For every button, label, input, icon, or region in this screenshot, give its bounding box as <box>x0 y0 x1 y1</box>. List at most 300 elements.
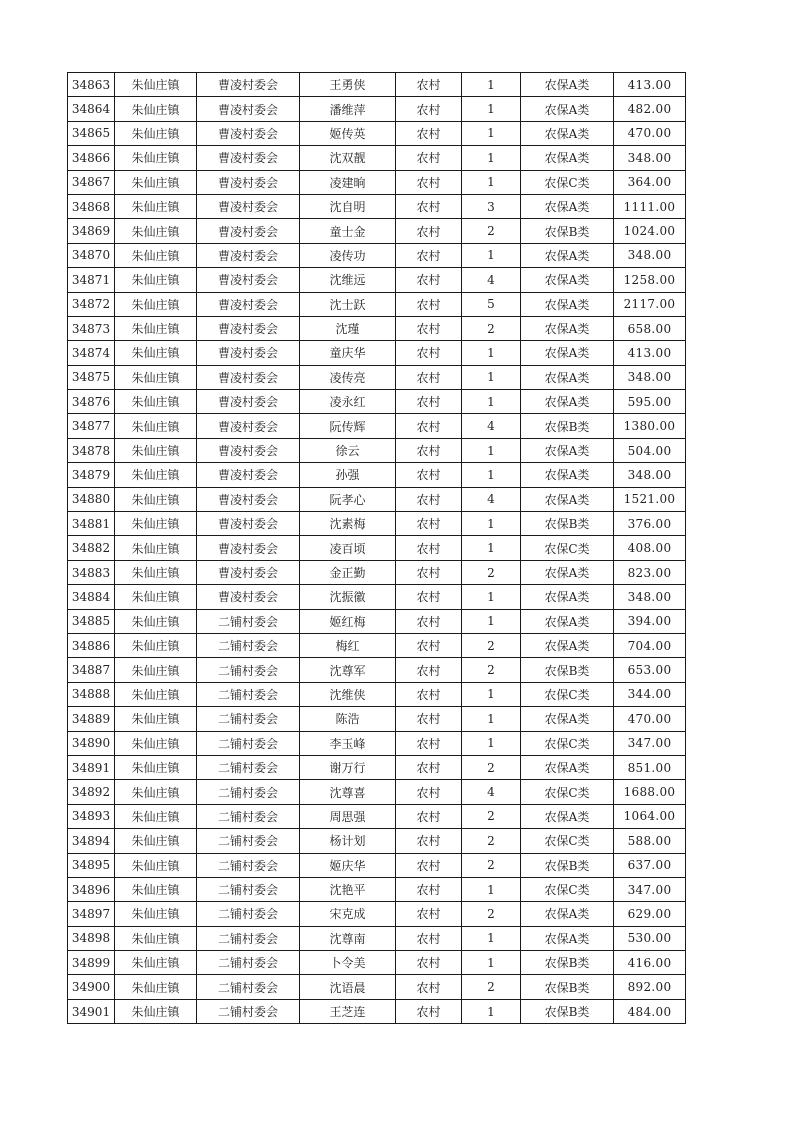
name-cell: 凌建晌 <box>300 170 396 194</box>
row-id-cell: 34900 <box>68 975 115 999</box>
area-type-cell: 农村 <box>396 194 462 218</box>
name-cell: 沈振徽 <box>300 585 396 609</box>
village-committee-cell: 二铺村委会 <box>197 804 300 828</box>
name-cell: 周思强 <box>300 804 396 828</box>
village-committee-cell: 曹凌村委会 <box>197 585 300 609</box>
town-cell: 朱仙庄镇 <box>115 463 197 487</box>
amount-cell: 484.00 <box>614 999 686 1023</box>
table-row <box>68 243 686 267</box>
row-id-cell: 34896 <box>68 877 115 901</box>
name-cell: 阮孝心 <box>300 487 396 511</box>
row-id-cell: 34890 <box>68 731 115 755</box>
table-row <box>68 536 686 560</box>
town-cell: 朱仙庄镇 <box>115 97 197 121</box>
amount-cell: 658.00 <box>614 316 686 340</box>
amount-cell: 470.00 <box>614 707 686 731</box>
insurance-class-cell: 农保A类 <box>521 243 614 267</box>
town-cell: 朱仙庄镇 <box>115 877 197 901</box>
amount-cell: 530.00 <box>614 926 686 950</box>
insurance-class-cell: 农保B类 <box>521 975 614 999</box>
town-cell: 朱仙庄镇 <box>115 121 197 145</box>
area-type-cell: 农村 <box>396 951 462 975</box>
household-size-cell: 1 <box>462 365 521 389</box>
name-cell: 沈尊喜 <box>300 780 396 804</box>
name-cell: 金正勤 <box>300 560 396 584</box>
household-size-cell: 1 <box>462 121 521 145</box>
insurance-class-cell: 农保C类 <box>521 877 614 901</box>
row-id-cell: 34876 <box>68 390 115 414</box>
area-type-cell: 农村 <box>396 999 462 1023</box>
table-row <box>68 731 686 755</box>
row-id-cell: 34877 <box>68 414 115 438</box>
row-id-cell: 34871 <box>68 268 115 292</box>
town-cell: 朱仙庄镇 <box>115 560 197 584</box>
household-size-cell: 1 <box>462 707 521 731</box>
household-size-cell: 2 <box>462 316 521 340</box>
area-type-cell: 农村 <box>396 731 462 755</box>
table-row <box>68 438 686 462</box>
amount-cell: 348.00 <box>614 585 686 609</box>
amount-cell: 470.00 <box>614 121 686 145</box>
row-id-cell: 34875 <box>68 365 115 389</box>
row-id-cell: 34874 <box>68 341 115 365</box>
row-id-cell: 34889 <box>68 707 115 731</box>
insurance-class-cell: 农保A类 <box>521 146 614 170</box>
amount-cell: 348.00 <box>614 463 686 487</box>
table-row <box>68 341 686 365</box>
insurance-class-cell: 农保A类 <box>521 585 614 609</box>
insurance-class-cell: 农保C类 <box>521 780 614 804</box>
insurance-class-cell: 农保A类 <box>521 804 614 828</box>
table-row <box>68 560 686 584</box>
insurance-class-cell: 农保A类 <box>521 365 614 389</box>
village-committee-cell: 二铺村委会 <box>197 877 300 901</box>
area-type-cell: 农村 <box>396 390 462 414</box>
household-size-cell: 2 <box>462 804 521 828</box>
table-row <box>68 609 686 633</box>
area-type-cell: 农村 <box>396 316 462 340</box>
village-committee-cell: 二铺村委会 <box>197 633 300 657</box>
area-type-cell: 农村 <box>396 585 462 609</box>
insurance-class-cell: 农保B类 <box>521 219 614 243</box>
name-cell: 谢万行 <box>300 755 396 779</box>
name-cell: 梅红 <box>300 633 396 657</box>
village-committee-cell: 曹凌村委会 <box>197 219 300 243</box>
town-cell: 朱仙庄镇 <box>115 512 197 536</box>
town-cell: 朱仙庄镇 <box>115 146 197 170</box>
household-size-cell: 1 <box>462 512 521 536</box>
name-cell: 沈维侠 <box>300 682 396 706</box>
town-cell: 朱仙庄镇 <box>115 341 197 365</box>
row-id-cell: 34884 <box>68 585 115 609</box>
row-id-cell: 34879 <box>68 463 115 487</box>
area-type-cell: 农村 <box>396 853 462 877</box>
town-cell: 朱仙庄镇 <box>115 487 197 511</box>
village-committee-cell: 曹凌村委会 <box>197 170 300 194</box>
town-cell: 朱仙庄镇 <box>115 829 197 853</box>
village-committee-cell: 二铺村委会 <box>197 999 300 1023</box>
name-cell: 沈尊南 <box>300 926 396 950</box>
town-cell: 朱仙庄镇 <box>115 316 197 340</box>
amount-cell: 629.00 <box>614 902 686 926</box>
village-committee-cell: 曹凌村委会 <box>197 97 300 121</box>
data-table <box>67 72 686 1024</box>
row-id-cell: 34898 <box>68 926 115 950</box>
insurance-class-cell: 农保A类 <box>521 390 614 414</box>
insurance-class-cell: 农保B类 <box>521 853 614 877</box>
insurance-class-cell: 农保C类 <box>521 682 614 706</box>
name-cell: 宋克成 <box>300 902 396 926</box>
town-cell: 朱仙庄镇 <box>115 414 197 438</box>
area-type-cell: 农村 <box>396 560 462 584</box>
insurance-class-cell: 农保A类 <box>521 707 614 731</box>
village-committee-cell: 曹凌村委会 <box>197 414 300 438</box>
area-type-cell: 农村 <box>396 292 462 316</box>
insurance-class-cell: 农保C类 <box>521 829 614 853</box>
name-cell: 陈浩 <box>300 707 396 731</box>
amount-cell: 344.00 <box>614 682 686 706</box>
table-row <box>68 414 686 438</box>
insurance-class-cell: 农保A类 <box>521 609 614 633</box>
name-cell: 沈尊军 <box>300 658 396 682</box>
village-committee-cell: 二铺村委会 <box>197 975 300 999</box>
village-committee-cell: 二铺村委会 <box>197 609 300 633</box>
insurance-class-cell: 农保A类 <box>521 902 614 926</box>
area-type-cell: 农村 <box>396 780 462 804</box>
household-size-cell: 1 <box>462 341 521 365</box>
household-size-cell: 1 <box>462 731 521 755</box>
village-committee-cell: 二铺村委会 <box>197 755 300 779</box>
table-row <box>68 780 686 804</box>
table-row <box>68 853 686 877</box>
amount-cell: 588.00 <box>614 829 686 853</box>
amount-cell: 1688.00 <box>614 780 686 804</box>
table-row <box>68 170 686 194</box>
village-committee-cell: 曹凌村委会 <box>197 243 300 267</box>
household-size-cell: 1 <box>462 170 521 194</box>
amount-cell: 394.00 <box>614 609 686 633</box>
name-cell: 王勇侠 <box>300 73 396 97</box>
town-cell: 朱仙庄镇 <box>115 243 197 267</box>
town-cell: 朱仙庄镇 <box>115 707 197 731</box>
household-size-cell: 1 <box>462 146 521 170</box>
amount-cell: 347.00 <box>614 731 686 755</box>
village-committee-cell: 二铺村委会 <box>197 853 300 877</box>
row-id-cell: 34892 <box>68 780 115 804</box>
name-cell: 姬红梅 <box>300 609 396 633</box>
name-cell: 童庆华 <box>300 341 396 365</box>
row-id-cell: 34865 <box>68 121 115 145</box>
amount-cell: 595.00 <box>614 390 686 414</box>
row-id-cell: 34891 <box>68 755 115 779</box>
area-type-cell: 农村 <box>396 146 462 170</box>
household-size-cell: 1 <box>462 438 521 462</box>
table-row <box>68 755 686 779</box>
town-cell: 朱仙庄镇 <box>115 73 197 97</box>
row-id-cell: 34887 <box>68 658 115 682</box>
table-row <box>68 707 686 731</box>
row-id-cell: 34867 <box>68 170 115 194</box>
household-size-cell: 1 <box>462 926 521 950</box>
town-cell: 朱仙庄镇 <box>115 219 197 243</box>
name-cell: 沈维远 <box>300 268 396 292</box>
row-id-cell: 34868 <box>68 194 115 218</box>
amount-cell: 2117.00 <box>614 292 686 316</box>
household-size-cell: 1 <box>462 585 521 609</box>
table-row <box>68 512 686 536</box>
table-row <box>68 975 686 999</box>
amount-cell: 637.00 <box>614 853 686 877</box>
row-id-cell: 34878 <box>68 438 115 462</box>
insurance-class-cell: 农保A类 <box>521 97 614 121</box>
row-id-cell: 34885 <box>68 609 115 633</box>
area-type-cell: 农村 <box>396 536 462 560</box>
town-cell: 朱仙庄镇 <box>115 365 197 389</box>
amount-cell: 348.00 <box>614 365 686 389</box>
insurance-class-cell: 农保A类 <box>521 121 614 145</box>
name-cell: 沈瑾 <box>300 316 396 340</box>
area-type-cell: 农村 <box>396 975 462 999</box>
table-row <box>68 633 686 657</box>
name-cell: 阮传辉 <box>300 414 396 438</box>
village-committee-cell: 曹凌村委会 <box>197 73 300 97</box>
table-row <box>68 146 686 170</box>
amount-cell: 1024.00 <box>614 219 686 243</box>
name-cell: 沈双靓 <box>300 146 396 170</box>
name-cell: 凌百顷 <box>300 536 396 560</box>
town-cell: 朱仙庄镇 <box>115 438 197 462</box>
village-committee-cell: 二铺村委会 <box>197 682 300 706</box>
area-type-cell: 农村 <box>396 877 462 901</box>
name-cell: 凌传亮 <box>300 365 396 389</box>
village-committee-cell: 曹凌村委会 <box>197 390 300 414</box>
village-committee-cell: 曹凌村委会 <box>197 121 300 145</box>
town-cell: 朱仙庄镇 <box>115 804 197 828</box>
amount-cell: 892.00 <box>614 975 686 999</box>
amount-cell: 1258.00 <box>614 268 686 292</box>
table-row <box>68 463 686 487</box>
village-committee-cell: 曹凌村委会 <box>197 536 300 560</box>
amount-cell: 851.00 <box>614 755 686 779</box>
amount-cell: 482.00 <box>614 97 686 121</box>
table-row <box>68 804 686 828</box>
insurance-class-cell: 农保A类 <box>521 194 614 218</box>
amount-cell: 1380.00 <box>614 414 686 438</box>
insurance-class-cell: 农保A类 <box>521 438 614 462</box>
amount-cell: 413.00 <box>614 73 686 97</box>
village-committee-cell: 二铺村委会 <box>197 829 300 853</box>
village-committee-cell: 曹凌村委会 <box>197 512 300 536</box>
household-size-cell: 2 <box>462 755 521 779</box>
town-cell: 朱仙庄镇 <box>115 999 197 1023</box>
row-id-cell: 34886 <box>68 633 115 657</box>
amount-cell: 348.00 <box>614 243 686 267</box>
amount-cell: 1521.00 <box>614 487 686 511</box>
area-type-cell: 农村 <box>396 829 462 853</box>
town-cell: 朱仙庄镇 <box>115 194 197 218</box>
area-type-cell: 农村 <box>396 755 462 779</box>
table-row <box>68 487 686 511</box>
name-cell: 杨计划 <box>300 829 396 853</box>
name-cell: 童士金 <box>300 219 396 243</box>
area-type-cell: 农村 <box>396 463 462 487</box>
row-id-cell: 34897 <box>68 902 115 926</box>
household-size-cell: 3 <box>462 194 521 218</box>
name-cell: 沈素梅 <box>300 512 396 536</box>
village-committee-cell: 曹凌村委会 <box>197 292 300 316</box>
village-committee-cell: 二铺村委会 <box>197 731 300 755</box>
row-id-cell: 34870 <box>68 243 115 267</box>
table-row <box>68 73 686 97</box>
row-id-cell: 34899 <box>68 951 115 975</box>
town-cell: 朱仙庄镇 <box>115 975 197 999</box>
area-type-cell: 农村 <box>396 487 462 511</box>
town-cell: 朱仙庄镇 <box>115 926 197 950</box>
area-type-cell: 农村 <box>396 414 462 438</box>
table-row <box>68 268 686 292</box>
town-cell: 朱仙庄镇 <box>115 585 197 609</box>
name-cell: 潘维萍 <box>300 97 396 121</box>
row-id-cell: 34880 <box>68 487 115 511</box>
village-committee-cell: 曹凌村委会 <box>197 438 300 462</box>
row-id-cell: 34888 <box>68 682 115 706</box>
name-cell: 李玉峰 <box>300 731 396 755</box>
insurance-class-cell: 农保A类 <box>521 463 614 487</box>
table-row <box>68 902 686 926</box>
area-type-cell: 农村 <box>396 633 462 657</box>
town-cell: 朱仙庄镇 <box>115 609 197 633</box>
amount-cell: 1111.00 <box>614 194 686 218</box>
area-type-cell: 农村 <box>396 682 462 706</box>
household-size-cell: 4 <box>462 780 521 804</box>
village-committee-cell: 曹凌村委会 <box>197 316 300 340</box>
amount-cell: 364.00 <box>614 170 686 194</box>
insurance-class-cell: 农保A类 <box>521 316 614 340</box>
village-committee-cell: 曹凌村委会 <box>197 194 300 218</box>
name-cell: 卜令美 <box>300 951 396 975</box>
insurance-class-cell: 农保C类 <box>521 731 614 755</box>
household-size-cell: 4 <box>462 268 521 292</box>
name-cell: 姬传英 <box>300 121 396 145</box>
table-row <box>68 829 686 853</box>
insurance-class-cell: 农保A类 <box>521 341 614 365</box>
household-size-cell: 1 <box>462 951 521 975</box>
name-cell: 孙强 <box>300 463 396 487</box>
table-row <box>68 219 686 243</box>
town-cell: 朱仙庄镇 <box>115 633 197 657</box>
amount-cell: 408.00 <box>614 536 686 560</box>
area-type-cell: 农村 <box>396 438 462 462</box>
household-size-cell: 1 <box>462 97 521 121</box>
table-row <box>68 658 686 682</box>
insurance-class-cell: 农保A类 <box>521 487 614 511</box>
household-size-cell: 1 <box>462 609 521 633</box>
row-id-cell: 34869 <box>68 219 115 243</box>
insurance-class-cell: 农保B类 <box>521 512 614 536</box>
town-cell: 朱仙庄镇 <box>115 780 197 804</box>
village-committee-cell: 曹凌村委会 <box>197 268 300 292</box>
insurance-class-cell: 农保A类 <box>521 755 614 779</box>
row-id-cell: 34894 <box>68 829 115 853</box>
insurance-class-cell: 农保A类 <box>521 73 614 97</box>
area-type-cell: 农村 <box>396 73 462 97</box>
village-committee-cell: 二铺村委会 <box>197 658 300 682</box>
amount-cell: 413.00 <box>614 341 686 365</box>
area-type-cell: 农村 <box>396 902 462 926</box>
table-row <box>68 390 686 414</box>
insurance-class-cell: 农保B类 <box>521 414 614 438</box>
amount-cell: 1064.00 <box>614 804 686 828</box>
table-row <box>68 194 686 218</box>
household-size-cell: 4 <box>462 487 521 511</box>
household-size-cell: 2 <box>462 975 521 999</box>
household-size-cell: 2 <box>462 829 521 853</box>
table-row <box>68 365 686 389</box>
row-id-cell: 34895 <box>68 853 115 877</box>
household-size-cell: 2 <box>462 560 521 584</box>
amount-cell: 376.00 <box>614 512 686 536</box>
town-cell: 朱仙庄镇 <box>115 731 197 755</box>
village-committee-cell: 二铺村委会 <box>197 780 300 804</box>
household-size-cell: 2 <box>462 219 521 243</box>
insurance-class-cell: 农保B类 <box>521 951 614 975</box>
town-cell: 朱仙庄镇 <box>115 682 197 706</box>
insurance-class-cell: 农保A类 <box>521 292 614 316</box>
row-id-cell: 34866 <box>68 146 115 170</box>
amount-cell: 823.00 <box>614 560 686 584</box>
amount-cell: 348.00 <box>614 146 686 170</box>
row-id-cell: 34901 <box>68 999 115 1023</box>
table-row <box>68 877 686 901</box>
table-row <box>68 926 686 950</box>
area-type-cell: 农村 <box>396 268 462 292</box>
area-type-cell: 农村 <box>396 609 462 633</box>
household-size-cell: 1 <box>462 73 521 97</box>
area-type-cell: 农村 <box>396 658 462 682</box>
town-cell: 朱仙庄镇 <box>115 292 197 316</box>
household-size-cell: 1 <box>462 536 521 560</box>
amount-cell: 416.00 <box>614 951 686 975</box>
insurance-class-cell: 农保A类 <box>521 560 614 584</box>
table-row <box>68 121 686 145</box>
row-id-cell: 34883 <box>68 560 115 584</box>
name-cell: 沈语晨 <box>300 975 396 999</box>
household-size-cell: 1 <box>462 463 521 487</box>
household-size-cell: 1 <box>462 877 521 901</box>
table-row <box>68 97 686 121</box>
town-cell: 朱仙庄镇 <box>115 536 197 560</box>
area-type-cell: 农村 <box>396 170 462 194</box>
village-committee-cell: 二铺村委会 <box>197 707 300 731</box>
name-cell: 凌传功 <box>300 243 396 267</box>
name-cell: 凌永红 <box>300 390 396 414</box>
name-cell: 姬庆华 <box>300 853 396 877</box>
household-size-cell: 2 <box>462 853 521 877</box>
insurance-class-cell: 农保A类 <box>521 268 614 292</box>
household-size-cell: 2 <box>462 658 521 682</box>
area-type-cell: 农村 <box>396 97 462 121</box>
area-type-cell: 农村 <box>396 121 462 145</box>
amount-cell: 704.00 <box>614 633 686 657</box>
village-committee-cell: 二铺村委会 <box>197 926 300 950</box>
amount-cell: 653.00 <box>614 658 686 682</box>
household-size-cell: 2 <box>462 633 521 657</box>
row-id-cell: 34873 <box>68 316 115 340</box>
table-row <box>68 951 686 975</box>
amount-cell: 504.00 <box>614 438 686 462</box>
area-type-cell: 农村 <box>396 365 462 389</box>
insurance-class-cell: 农保A类 <box>521 633 614 657</box>
